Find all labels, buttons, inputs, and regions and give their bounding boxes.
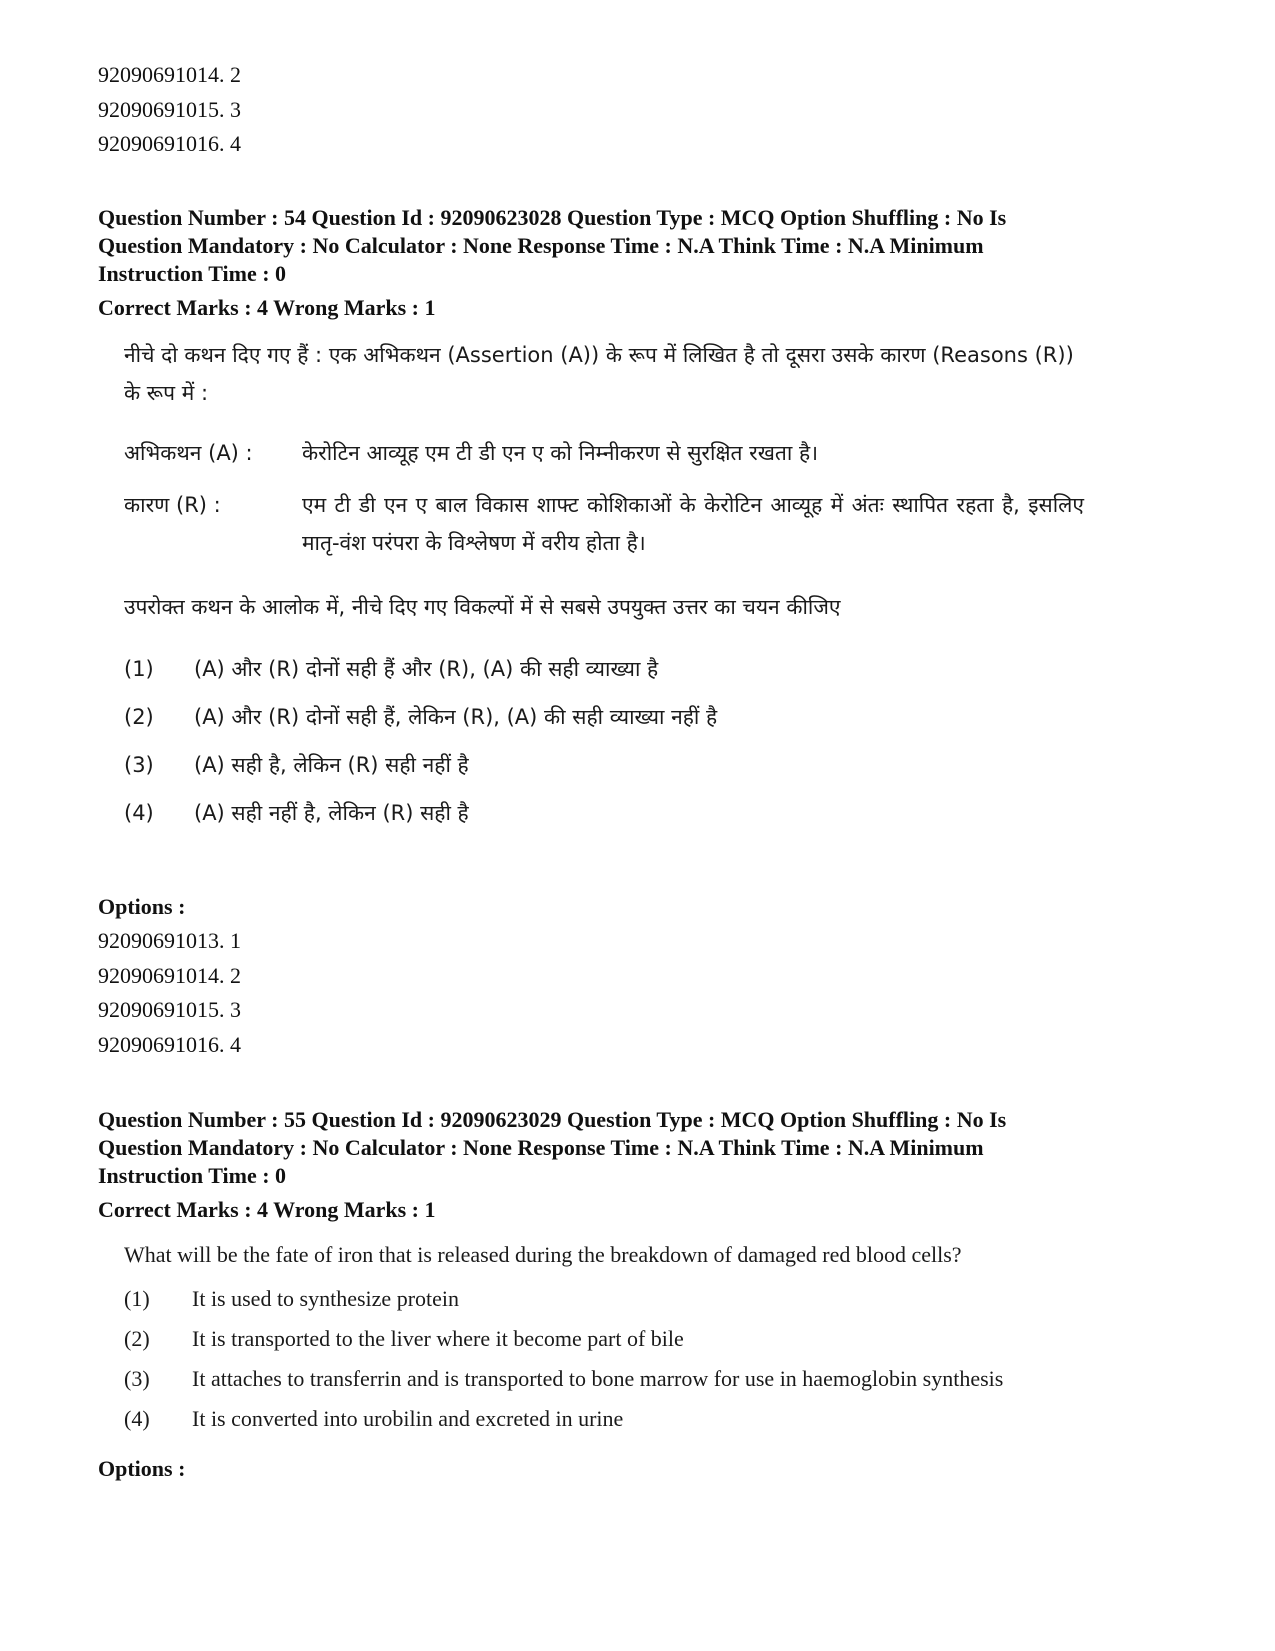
choice-item: [124, 1364, 1084, 1394]
choice-text: (A) और (R) दोनों सही हैं और (R), (A) की सही व्याख्या है: [194, 656, 659, 681]
choice-number: (3): [124, 752, 154, 777]
question-meta-line: Instruction Time : 0: [98, 260, 287, 286]
choice-text: It is transported to the liver where it become part of bile: [192, 1326, 684, 1351]
question-meta-line: Instruction Time : 0: [98, 1163, 287, 1188]
assertion-row: [124, 434, 1084, 472]
question-intro: नीचे दो कथन दिए गए हैं : एक अभिकथन (Assertion (A)) के रूप में लिखित है तो दूसरा उसके कारण (Reasons (R)) के रूप में :: [124, 342, 1074, 405]
reason-row: [124, 486, 1084, 562]
marks-line: Correct Marks : 4 Wrong Marks : 1: [98, 294, 436, 320]
options-heading: Options :: [98, 893, 186, 919]
question-body: [124, 336, 1084, 832]
choice-number: (4): [124, 1406, 150, 1431]
options-list: [98, 924, 1178, 1062]
option-line: 92090691015. 3: [98, 997, 241, 1022]
choice-text: It is converted into urobilin and excreted in urine: [192, 1406, 624, 1431]
choice-item: [124, 746, 1084, 784]
option-line: 92090691013. 1: [98, 928, 241, 953]
choice-item: [124, 794, 1084, 832]
question-55: [98, 1106, 1178, 1484]
marks-line: Correct Marks : 4 Wrong Marks : 1: [98, 1197, 436, 1222]
question-54: [98, 204, 1178, 1063]
options-heading: Options :: [98, 1456, 186, 1481]
reason-label: कारण (R) :: [124, 492, 221, 517]
choice-number: (1): [124, 656, 154, 681]
choice-number: (2): [124, 704, 154, 729]
choice-text: (A) सही नहीं है, लेकिन (R) सही है: [194, 800, 469, 825]
option-line: 92090691015. 3: [98, 96, 241, 122]
choice-text: It attaches to transferrin and is transported to bone marrow for use in haemoglobin synthesis: [192, 1366, 1004, 1391]
choice-number: (2): [124, 1326, 150, 1351]
choice-item: [124, 650, 1084, 688]
question-meta-line: Question Number : 55 Question Id : 92090623029 Question Type : MCQ Option Shuffling : No Is: [98, 1107, 1007, 1132]
reason-text: एम टी डी एन ए बाल विकास शाफ्ट कोशिकाओं के केरोटिन आव्यूह में अंतः स्थापित रहता है, इसलिए मातृ-वंश परंपरा के विश्लेषण में वरीय होता है।: [302, 492, 1084, 555]
question-meta-line: Question Mandatory : No Calculator : None Response Time : N.A Think Time : N.A Minimum: [98, 1135, 984, 1160]
previous-options-list: [98, 58, 1178, 162]
question-stem: What will be the fate of iron that is released during the breakdown of damaged red blood cells?: [124, 1242, 962, 1267]
assertion-label: अभिकथन (A) :: [124, 440, 253, 465]
choice-number: (4): [124, 800, 154, 825]
choice-text: (A) सही है, लेकिन (R) सही नहीं है: [194, 752, 469, 777]
choice-text: It is used to synthesize protein: [192, 1286, 460, 1311]
document-page: [98, 58, 1178, 1484]
choice-item: [124, 1324, 1084, 1354]
question-meta-line: Question Number : 54 Question Id : 92090623028 Question Type : MCQ Option Shuffling : No Is: [98, 204, 1007, 230]
option-line: 92090691014. 2: [98, 62, 241, 87]
choice-item: [124, 1284, 1084, 1314]
choice-number: (1): [124, 1286, 150, 1311]
option-line: 92090691016. 4: [98, 131, 241, 156]
option-line: 92090691014. 2: [98, 962, 241, 988]
question-meta-line: Question Mandatory : No Calculator : None Response Time : N.A Think Time : N.A Minimum: [98, 232, 984, 258]
question-body: [124, 1240, 1084, 1434]
choice-text: (A) और (R) दोनों सही हैं, लेकिन (R), (A) की सही व्याख्या नहीं है: [194, 704, 718, 729]
choice-number: (3): [124, 1366, 150, 1391]
question-instruction: उपरोक्त कथन के आलोक में, नीचे दिए गए विकल्पों में से सबसे उपयुक्त उत्तर का चयन कीजिए: [124, 594, 841, 619]
assertion-text: केरोटिन आव्यूह एम टी डी एन ए को निम्नीकरण से सुरक्षित रखता है।: [302, 440, 819, 465]
choice-item: [124, 1404, 1084, 1434]
option-line: 92090691016. 4: [98, 1031, 241, 1057]
choice-item: [124, 698, 1084, 736]
